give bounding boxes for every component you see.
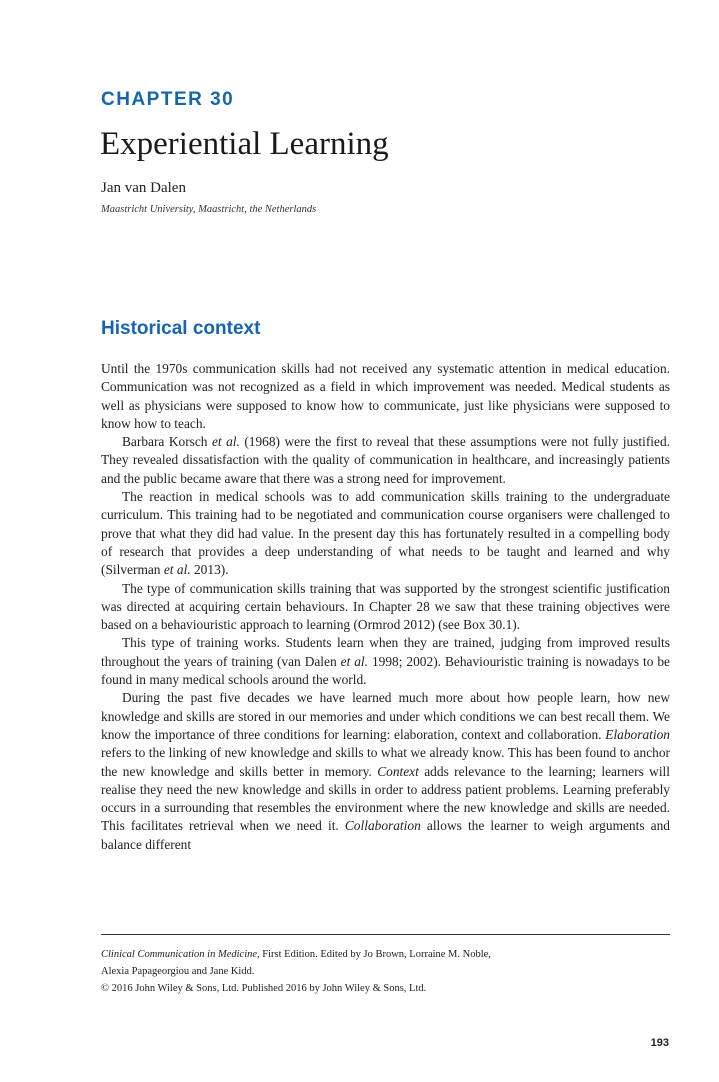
paragraph-1 <box>101 360 670 433</box>
body-text <box>101 360 670 854</box>
italic-text: et al. <box>211 434 240 450</box>
book-title: Clinical Communication in Medicine <box>101 949 258 960</box>
paragraph-2 <box>101 433 670 488</box>
text-run: The reaction in medical schools was to add communication skills training to the undergraduate curriculum. This training had to be negotiated and communication course organisers were challenged to prove that what they did had value. In the present day this has fortunately resulted in a compelling body of research that provides a deep understanding of what needs to be taught and learned and why (Silverman <box>101 489 670 578</box>
author-affiliation: Maastricht University, Maastricht, the Netherlands <box>101 204 317 215</box>
italic-text: Elaboration <box>605 726 670 742</box>
footnote-line-3: © 2016 John Wiley & Sons, Ltd. Published 2016 by John Wiley & Sons, Ltd. <box>101 983 427 994</box>
chapter-title: Experiential Learning <box>100 126 389 162</box>
footnote-editors: , First Edition. Edited by Jo Brown, Lorraine M. Noble, <box>257 949 491 960</box>
text-run: The type of communication skills training that was supported by the strongest scientific justification was directed at acquiring certain behaviours. In Chapter 28 we saw that these training objectives were based on a behaviouristic approach to learning (Ormrod 2012) (see Box 30.1). <box>101 580 670 633</box>
text-run: 1998; 2002). Behaviouristic training is nowadays to be found in many medical schools around the world. <box>101 653 671 688</box>
author-name: Jan van Dalen <box>101 180 186 196</box>
page-number: 193 <box>650 1037 669 1049</box>
text-run: Until the 1970s communication skills had not received any systematic attention in medical education. Communication was not recognized as a field in which improvement was needed. Medical students as well as physicians were supposed to know how to communicate, just like physicians were supposed to know how to teach. <box>101 361 670 431</box>
text-run: allows the learner to weigh arguments and balance different <box>101 818 670 852</box>
text-run: refers to the linking of new knowledge and skills to what we already know. This has been found to anchor the new knowledge and skills better in memory. <box>101 745 670 779</box>
text-run: 2013). <box>190 562 229 578</box>
paragraph-4 <box>101 580 670 635</box>
text-run: (1968) were the first to reveal that these assumptions were not fully justified. They revealed dissatisfaction with the quality of communication in healthcare, and increasingly patients and the public became aware that there was a strong need for improvement. <box>101 434 670 486</box>
text-run: This type of training works. Students learn when they are trained, judging from improved results throughout the years of training (van Dalen <box>101 635 670 669</box>
text-run: adds relevance to the learning; learners will realise they need the new knowledge and skills in order to address patient problems. Learning preferably occurs in a surrounding that resembles the environment where the new knowledge and skills are needed. This facilitates retrieval when we need it. <box>101 763 670 834</box>
italic-text: et al. <box>163 562 191 578</box>
paragraph-6 <box>101 689 670 854</box>
paragraph-5 <box>101 634 670 689</box>
italic-text: et al. <box>340 653 369 669</box>
footnote-divider <box>101 934 670 935</box>
footnote-line-1 <box>101 946 670 963</box>
text-run: During the past five decades we have learned much more about how people learn, how new knowledge and skills are stored in our memories and under which conditions we can best recall them. We know the importance of three conditions for learning: elaboration, context and collaboration. <box>101 690 670 742</box>
section-heading: Historical context <box>101 318 261 339</box>
italic-text: Context <box>377 763 419 779</box>
footnote-line-2: Alexia Papageorgiou and Jane Kidd. <box>101 966 255 977</box>
paragraph-3 <box>101 488 670 579</box>
text-run: Barbara Korsch <box>122 434 212 450</box>
chapter-label: CHAPTER 30 <box>101 89 235 110</box>
copyright-footnote <box>101 946 670 997</box>
italic-text: Collaboration <box>344 818 421 834</box>
